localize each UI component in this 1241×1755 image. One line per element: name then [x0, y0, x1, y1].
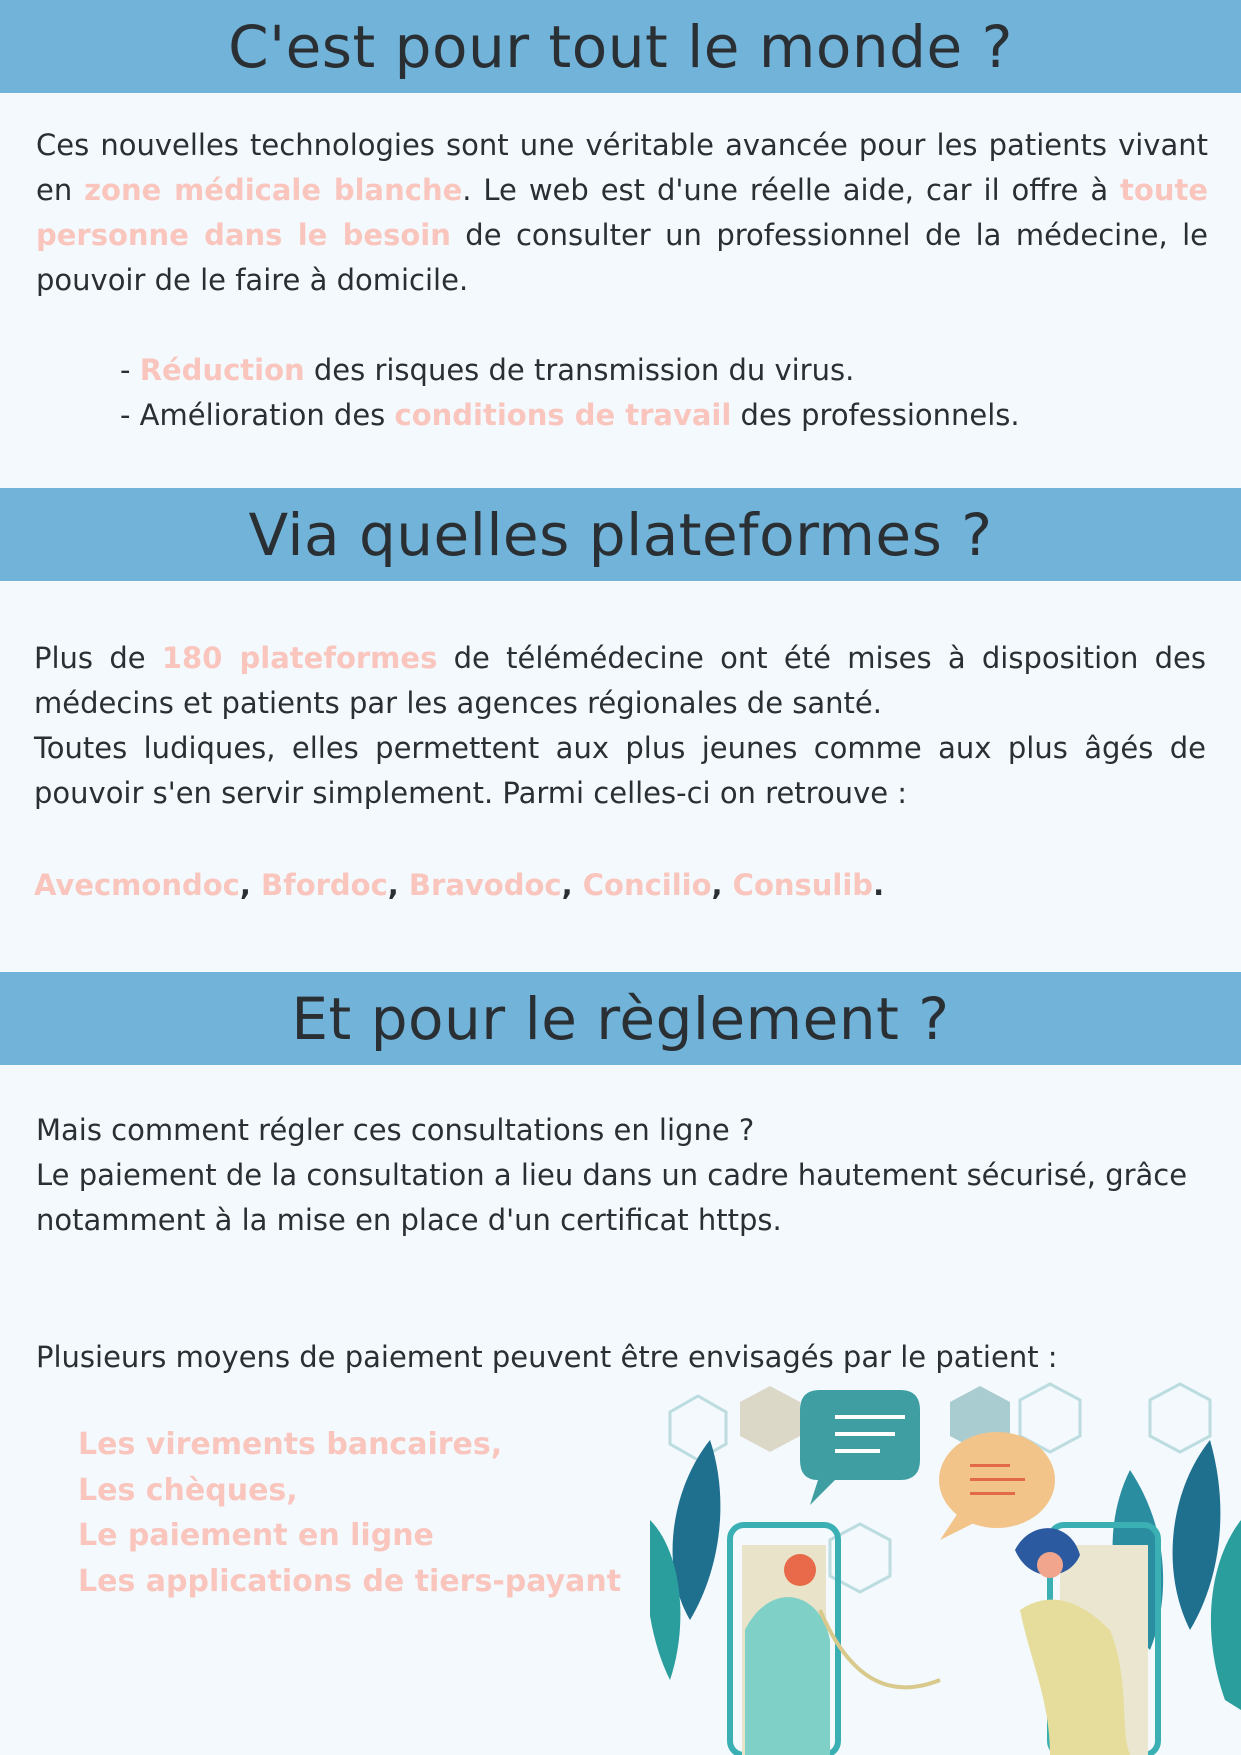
platform-name: Bfordoc	[260, 868, 388, 902]
platform-name: Avecmondoc	[34, 868, 240, 902]
list-item: Les chèques,	[78, 1472, 298, 1508]
section-header-everyone	[0, 0, 1241, 93]
highlight-toute-personne: toute personne dans le besoin	[36, 173, 1208, 252]
payment-methods-intro: Plusieurs moyens de paiement peuvent être envisagés par le patient :	[36, 1340, 1058, 1374]
phone-right	[1015, 1525, 1158, 1755]
heading-payment: Et pour le règlement ?	[291, 984, 950, 1053]
list-item: - Réduction des risques de transmission du virus.	[120, 353, 855, 387]
list-item: Les virements bancaires,	[78, 1427, 503, 1462]
section-header-platforms	[0, 488, 1241, 581]
telemedicine-illustration	[650, 1380, 1241, 1755]
platforms-paragraph: Plus de 180 plateformes de télémédecine ont été mises à disposition des médecins et patients par les agences régionales de santé. Toutes ludiques, elles permettent aux plus jeunes comme aux plus âgés de pouvoir s'en servir simplement. Parmi celles-ci on retrouve :	[34, 641, 1206, 810]
platforms-list: Avecmondoc, Bfordoc, Bravodoc, Concilio, Consulib.	[34, 868, 885, 902]
highlight-180-platforms: 180 plateformes	[161, 641, 438, 675]
section-header-payment	[0, 972, 1241, 1065]
platform-name: Bravodoc	[408, 868, 562, 902]
list-item: Le paiement en ligne	[78, 1518, 434, 1553]
list-item: - Amélioration des conditions de travail des professionnels.	[120, 398, 1020, 432]
benefits-list	[120, 348, 1020, 438]
highlight-zone-medicale: zone médicale blanche	[84, 173, 463, 207]
payment-methods-list	[78, 1422, 621, 1604]
intro-paragraph: Ces nouvelles technologies sont une véritable avancée pour les patients vivant en zone médicale blanche. Le web est d'une réelle aide, car il offre à toute personne dans le besoin de consulter un professionnel de la médecine, le pouvoir de le faire à domicile.	[36, 128, 1209, 297]
phone-left	[730, 1525, 838, 1755]
chat-bubble-icon	[800, 1390, 920, 1505]
heading-everyone: C'est pour tout le monde ?	[228, 12, 1013, 81]
platform-name: Consulib	[732, 868, 874, 902]
message-bubble-icon	[939, 1432, 1055, 1540]
platform-name: Concilio	[582, 868, 712, 902]
heading-platforms: Via quelles plateformes ?	[248, 500, 993, 569]
payment-paragraph: Mais comment régler ces consultations en ligne ? Le paiement de la consultation a lieu dans un cadre hautement sécurisé, grâce notamment à la mise en place d'un certificat https.	[36, 1113, 1188, 1237]
list-item: Les applications de tiers-payant	[78, 1563, 622, 1599]
